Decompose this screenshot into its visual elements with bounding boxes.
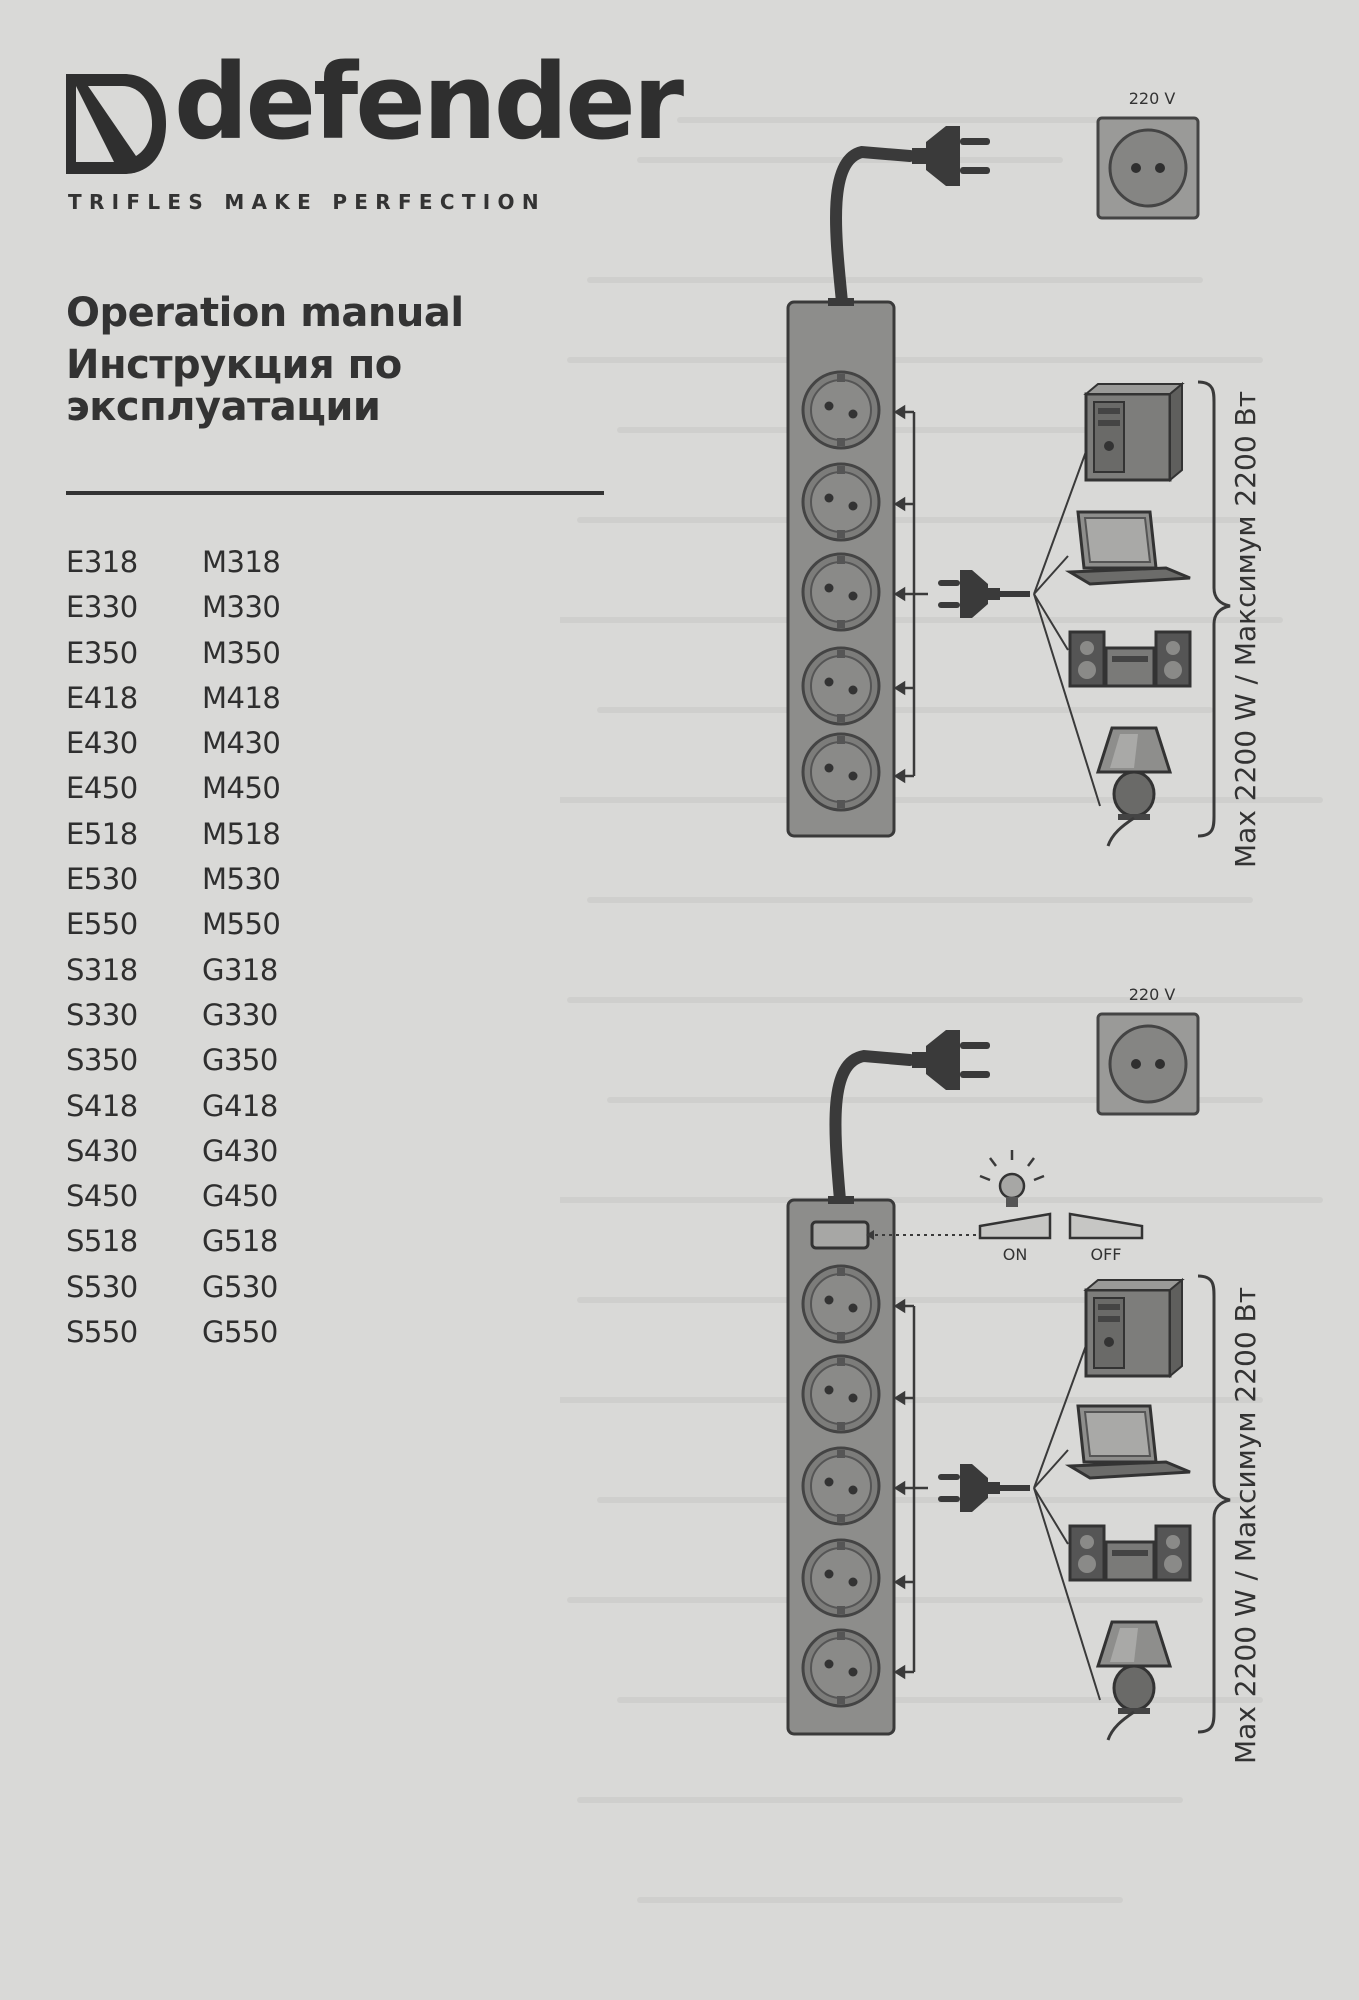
computer-icon (1086, 1280, 1182, 1376)
model-code: G330 (202, 997, 278, 1032)
light-bulb-icon (980, 1150, 1044, 1207)
model-code: M530 (202, 862, 281, 897)
switch-off-label: OFF (1090, 1245, 1122, 1264)
computer-icon (1086, 384, 1182, 480)
model-code: M518 (202, 816, 281, 851)
switch-on-label: ON (1002, 1245, 1028, 1264)
model-code: S350 (66, 1043, 138, 1078)
stereo-system-icon (1070, 1526, 1190, 1580)
power-plug-icon (912, 126, 990, 186)
load-brace (1198, 1276, 1230, 1732)
model-code: E418 (66, 680, 138, 715)
power-cord (836, 152, 910, 302)
model-code: E518 (66, 816, 138, 851)
model-code: G530 (202, 1269, 278, 1304)
appliance-plug-icon (938, 570, 1000, 618)
model-code: G418 (202, 1088, 278, 1123)
socket-arrows (896, 407, 928, 781)
appliance-fan-lines (1034, 446, 1100, 806)
title-russian-line1: Инструкция по (66, 342, 402, 388)
model-code: G350 (202, 1043, 278, 1078)
model-code: E550 (66, 907, 138, 942)
strip-socket-icon (803, 1266, 879, 1342)
model-code: M330 (202, 590, 281, 625)
model-code: G318 (202, 952, 278, 987)
model-code: M318 (202, 545, 281, 579)
model-code: G450 (202, 1179, 278, 1214)
switch-off-icon (1070, 1214, 1142, 1238)
brand-tagline: TRIFLES MAKE PERFECTION (68, 190, 546, 214)
appliance-fan-lines (1034, 1340, 1100, 1700)
strip-socket-icon (803, 464, 879, 540)
stereo-system-icon (1070, 632, 1190, 686)
strip-socket-icon (803, 1448, 879, 1524)
max-power-label: Max 2200 W / Максимум 2200 Вт (1229, 1286, 1262, 1764)
model-code: E330 (66, 590, 138, 625)
model-code: E530 (66, 862, 138, 897)
model-code: S550 (66, 1315, 138, 1350)
laptop-icon (1070, 1406, 1190, 1478)
appliance-plug-icon (938, 1464, 1000, 1512)
model-code: E318 (66, 545, 138, 579)
model-code: M350 (202, 635, 281, 670)
max-power-label: Max 2200 W / Максимум 2200 Вт (1229, 390, 1262, 868)
strip-socket-icon (803, 734, 879, 810)
title-english: Operation manual (66, 290, 464, 336)
model-code: M450 (202, 771, 281, 806)
model-code: S418 (66, 1088, 138, 1123)
power-plug-icon (912, 1030, 990, 1090)
model-code: S430 (66, 1133, 138, 1168)
strip-power-switch (812, 1222, 868, 1248)
strip-socket-icon (803, 1540, 879, 1616)
model-code: S330 (66, 997, 138, 1032)
table-lamp-icon (1098, 728, 1170, 820)
table-lamp-icon (1098, 1622, 1170, 1714)
model-code: E350 (66, 635, 138, 670)
wall-socket-icon (1098, 118, 1198, 218)
model-code: S518 (66, 1224, 138, 1259)
model-code: G550 (202, 1315, 278, 1350)
socket-arrows (896, 1301, 928, 1677)
strip-socket-icon (803, 1630, 879, 1706)
diagram-top (788, 89, 1262, 868)
model-code: M418 (202, 680, 281, 715)
model-code: S450 (66, 1179, 138, 1214)
model-code: G518 (202, 1224, 278, 1259)
model-code: M550 (202, 907, 281, 942)
model-code: E430 (66, 726, 138, 761)
model-code: S530 (66, 1269, 138, 1304)
switch-on-icon (980, 1214, 1050, 1238)
power-cord (835, 1056, 910, 1200)
model-code: E450 (66, 771, 138, 806)
model-code: M430 (202, 726, 281, 761)
laptop-icon (1070, 512, 1190, 584)
load-brace (1198, 382, 1230, 836)
model-code: G430 (202, 1133, 278, 1168)
brand-name: defender (174, 41, 682, 163)
strip-socket-icon (803, 554, 879, 630)
strip-socket-icon (803, 648, 879, 724)
strip-socket-icon (803, 1356, 879, 1432)
title-russian-line2: эксплуатации (66, 384, 381, 430)
voltage-label: 220 V (1128, 89, 1176, 108)
diagram-bottom (788, 985, 1262, 1764)
voltage-label: 220 V (1128, 985, 1176, 1004)
strip-socket-icon (803, 372, 879, 448)
wall-socket-icon (1098, 1014, 1198, 1114)
model-code: S318 (66, 952, 138, 987)
